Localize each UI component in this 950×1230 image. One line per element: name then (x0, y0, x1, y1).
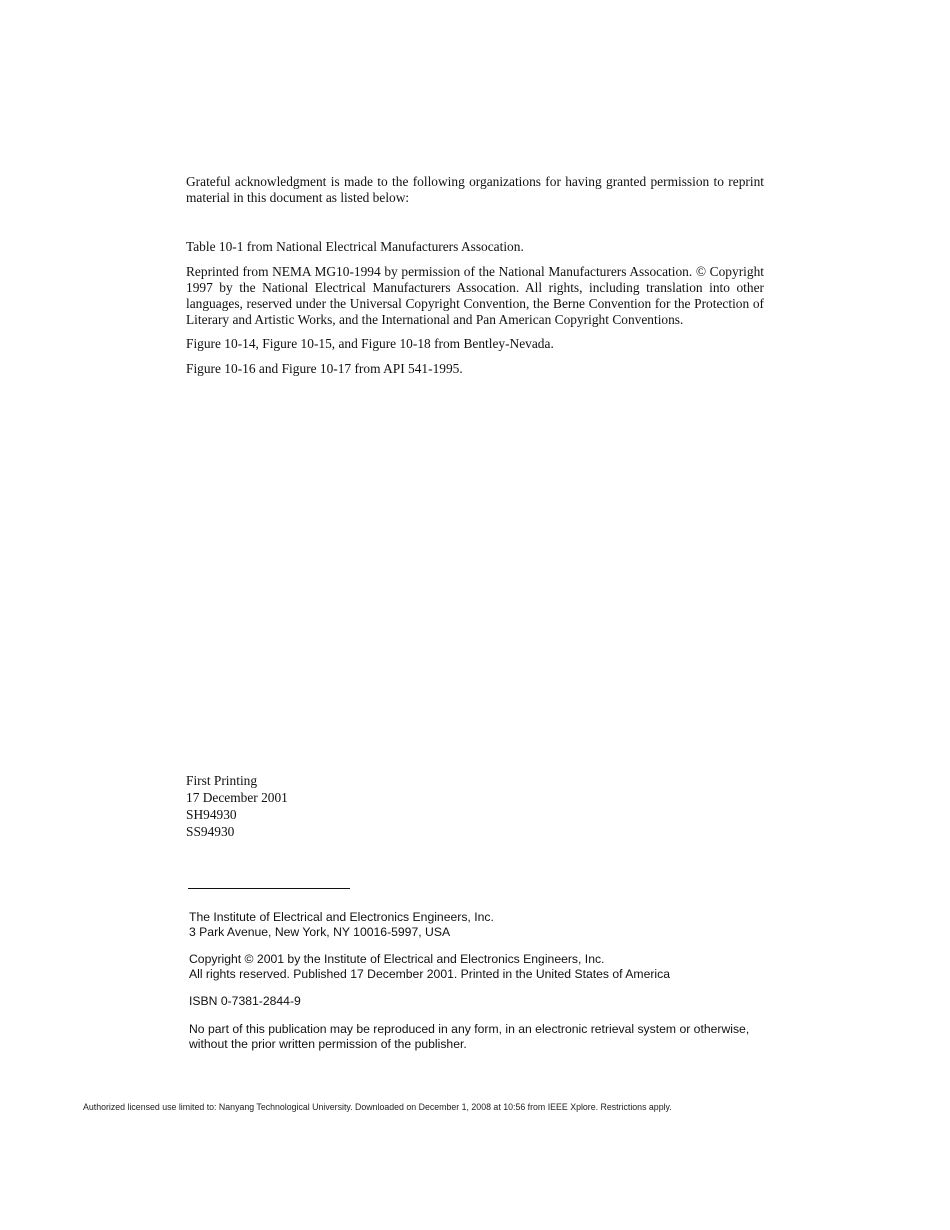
printing-label: First Printing (186, 773, 258, 788)
acknowledgment-intro: Grateful acknowledgment is made to the following organizations for having granted permission to reprint material in this document as listed below: (186, 174, 764, 205)
ack-item-bentley-figures: Figure 10-14, Figure 10-15, and Figure 10-18 from Bentley-Nevada. (186, 336, 554, 351)
ack-item-table: Table 10-1 from National Electrical Manufacturers Assocation. (186, 239, 524, 254)
ack-item-api-figures: Figure 10-16 and Figure 10-17 from API 541-1995. (186, 361, 463, 376)
ack-item-nema-reprint: Reprinted from NEMA MG10-1994 by permission of the National Manufacturers Assocation. © Copyright 1997 by the National Electrical Manufacturers Assocation. All rights, including translation into other languages, reserved under the Universal Copyright Convention, the Berne Convention for the Protection of Literary and Artistic Works, and the International and Pan American Copyright Conventions. (186, 264, 764, 327)
notice-line-2: without the prior written permission of the publisher. (189, 1036, 467, 1051)
license-footer: Authorized licensed use limited to: Nanyang Technological University. Downloaded on December 1, 2008 at 10:56 from IEEE Xplore. Restrictions apply. (83, 1102, 672, 1112)
rights-line: All rights reserved. Published 17 December 2001. Printed in the United States of America (189, 966, 670, 981)
divider (188, 888, 350, 889)
isbn: ISBN 0-7381-2844-9 (189, 994, 301, 1008)
copyright-block (189, 952, 789, 981)
publisher-street: 3 Park Avenue, New York, NY 10016-5997, USA (189, 924, 451, 939)
printing-code-ss: SS94930 (186, 824, 235, 839)
printing-info (186, 772, 764, 840)
publisher-name: The Institute of Electrical and Electronics Engineers, Inc. (189, 910, 494, 924)
printing-code-sh: SH94930 (186, 807, 237, 822)
printing-date: 17 December 2001 (186, 790, 288, 805)
publisher-address (189, 910, 789, 939)
copyright-line: Copyright © 2001 by the Institute of Electrical and Electronics Engineers, Inc. (189, 952, 605, 966)
reproduction-notice (189, 1022, 809, 1051)
notice-line-1: No part of this publication may be reproduced in any form, in an electronic retrieval system or otherwise, (189, 1022, 750, 1036)
